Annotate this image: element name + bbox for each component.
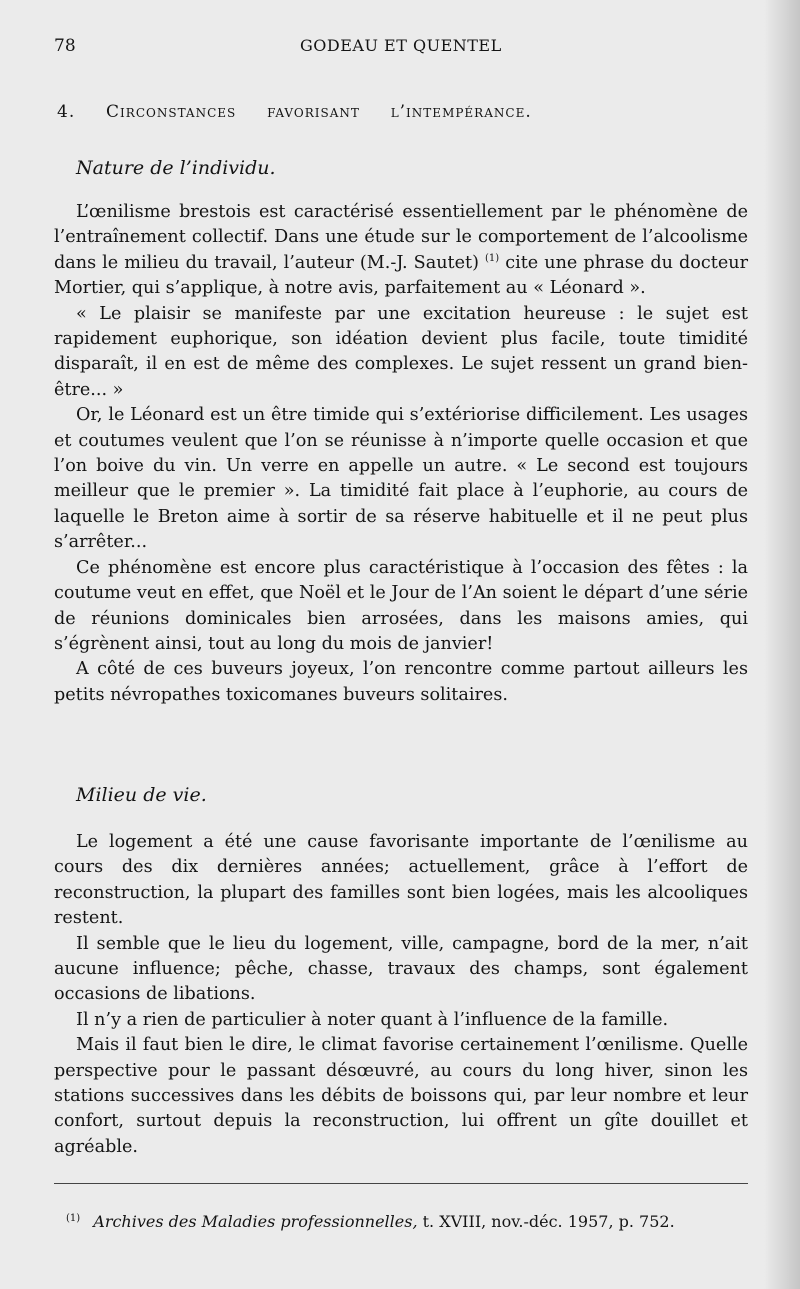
subsection-body-milieu [54, 830, 748, 1160]
page-edge-shadow [764, 0, 800, 1289]
footnote-marker: (1) [66, 1213, 81, 1224]
section-title-word: l’intempérance. [390, 102, 532, 122]
footnote-reference: (1) [485, 252, 500, 264]
page-header [54, 36, 754, 62]
paragraph: Il semble que le lieu du logement, ville, campagne, bord de la mer, n’ait aucune influence; pêche, chasse, travaux des champs, sont également occasions de libations. [54, 933, 748, 1005]
subsection-body-nature [54, 200, 748, 708]
section-heading [57, 102, 757, 122]
subsection-title-nature: Nature de l’individu. [76, 157, 276, 179]
footnote-divider [54, 1183, 748, 1184]
paragraph: Il n’y a rien de particulier à noter quant à l’influence de la famille. [76, 1009, 669, 1030]
subsection-title-milieu: Milieu de vie. [76, 784, 207, 806]
section-title-word: Circonstances [106, 102, 237, 122]
running-title: GODEAU ET QUENTEL [300, 36, 502, 55]
section-title-word: favorisant [267, 102, 360, 122]
paragraph: Ce phénomène est encore plus caractéristique à l’occasion des fêtes : la coutume veut en effet, que Noël et le Jour de l’An soient le départ d’une série de réunions dominicales bien arrosées, dans les maisons amies, qui s’égrènent ainsi, tout au long du mois de janvier! [54, 557, 748, 654]
paragraph: Or, le Léonard est un être timide qui s’extériorise difficilement. Les usages et coutumes veulent que l’on se réunisse à n’importe quelle occasion et que l’on boive du vin. Un verre en appelle un autre. « Le second est toujours meilleur que le premier ». La timidité fait place à l’euphorie, au cours de laquelle le Breton aime à sortir de sa réserve habituelle et il ne peut plus s’arrêter... [54, 405, 748, 553]
paragraph: « Le plaisir se manifeste par une excitation heureuse : le sujet est rapidement euphorique, son idéation devient plus facile, toute timidité disparaît, il en est de même des complexes. Le sujet ressent un grand bien-être... » [54, 303, 748, 400]
paragraph: Le logement a été une cause favorisante importante de l’œnilisme au cours des dix dernières années; actuellement, grâce à l’effort de reconstruction, la plupart des familles sont bien logées, mais les alcooliques restent. [54, 832, 748, 929]
footnote [66, 1212, 756, 1231]
paragraph: A côté de ces buveurs joyeux, l’on rencontre comme partout ailleurs les petits névropathes toxicomanes buveurs solitaires. [54, 659, 748, 705]
footnote-journal-title: Archives des Maladies professionnelles, [93, 1212, 418, 1231]
paragraph: L’œnilisme brestois est caractérisé essentiellement par le phénomène de l’entraînement collectif. Dans une étude sur le comportement de l’alcoolisme dans le milieu du travail, l’auteur (M.-J. Sautet) $^{(1)}$ cite une phrase du docteur Mortier, qui s’applique, à notre avis, parfaitement au « Léonard ». [54, 202, 748, 299]
footnote-citation: t. XVIII, nov.-déc. 1957, p. 752. [422, 1212, 675, 1231]
paragraph: Mais il faut bien le dire, le climat favorise certainement l’œnilisme. Quelle perspective pour le passant désœuvré, au cours du long hiver, sinon les stations successives dans les débits de boissons qui, par leur nombre et leur confort, surtout depuis la reconstruction, lui offrent un gîte douillet et agréable. [54, 1035, 748, 1157]
page-number: 78 [54, 36, 76, 56]
section-number: 4. [57, 102, 76, 122]
